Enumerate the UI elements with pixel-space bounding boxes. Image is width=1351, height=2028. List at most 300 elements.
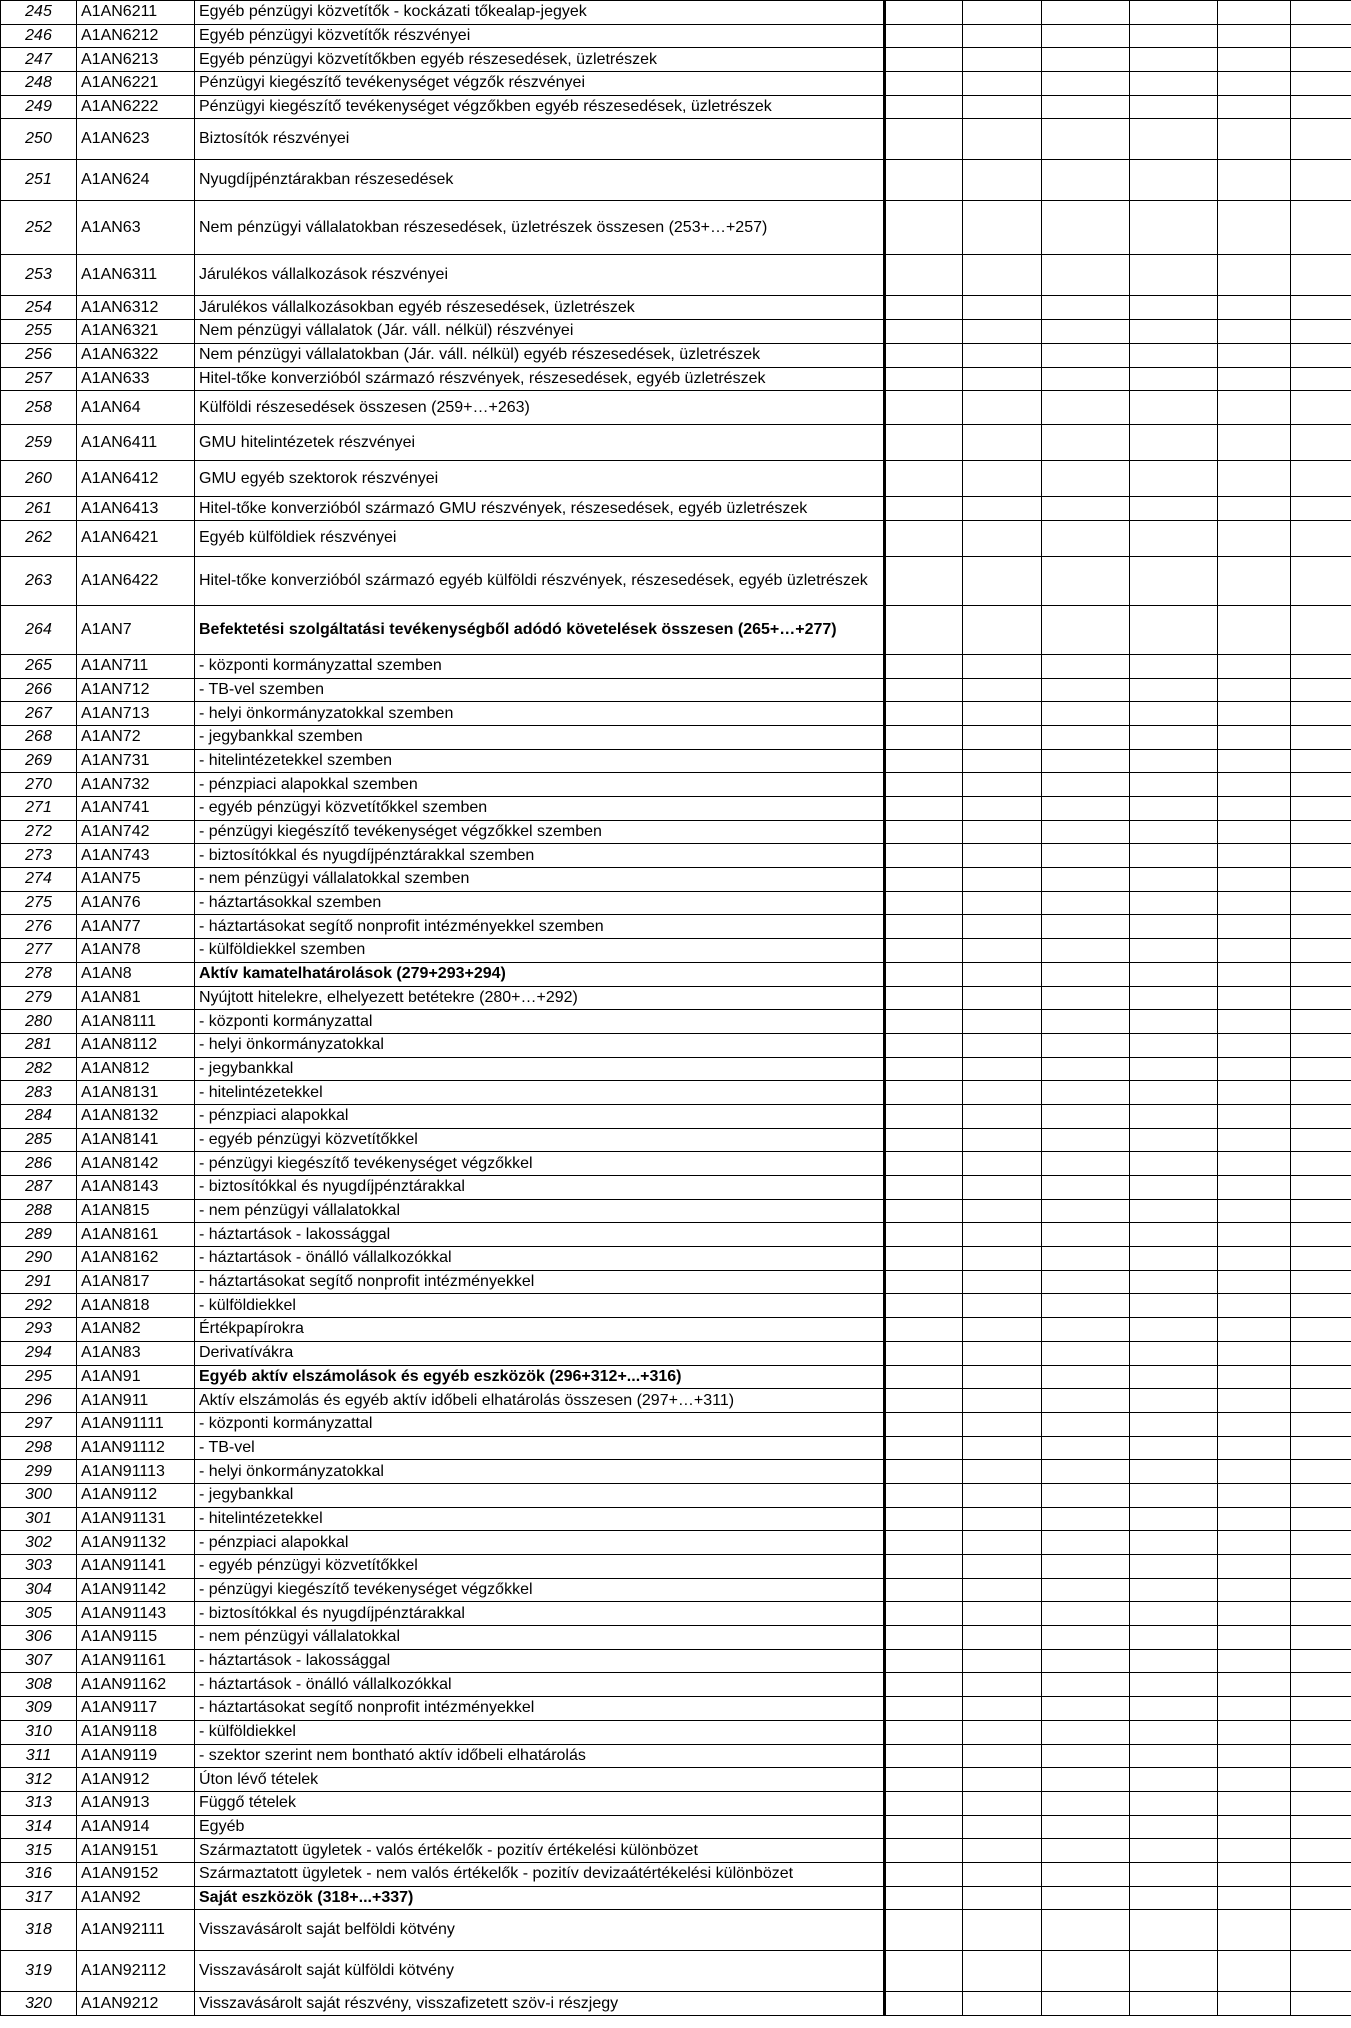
value-cell[interactable] [1218,367,1291,391]
value-cell[interactable] [885,1744,963,1768]
value-cell[interactable] [1218,556,1291,605]
value-cell[interactable] [1042,820,1130,844]
value-cell[interactable] [963,556,1042,605]
value-cell[interactable] [1042,986,1130,1010]
value-cell[interactable] [1218,1992,1291,2016]
value-cell[interactable] [963,1318,1042,1342]
value-cell[interactable] [1042,24,1130,48]
value-cell[interactable] [1130,1815,1218,1839]
value-cell[interactable] [885,72,963,96]
value-cell[interactable] [963,95,1042,119]
value-cell[interactable] [1218,461,1291,497]
value-cell[interactable] [1130,48,1218,72]
value-cell[interactable] [1218,119,1291,160]
value-cell[interactable] [885,1768,963,1792]
value-cell[interactable] [1218,1507,1291,1531]
value-cell[interactable] [1291,425,1351,461]
value-cell[interactable] [1042,1199,1130,1223]
value-cell[interactable] [1130,255,1218,296]
value-cell[interactable] [1291,1483,1351,1507]
value-cell[interactable] [1218,1460,1291,1484]
value-cell[interactable] [1291,1412,1351,1436]
value-cell[interactable] [885,1531,963,1555]
value-cell[interactable] [963,1365,1042,1389]
value-cell[interactable] [963,1507,1042,1531]
value-cell[interactable] [1291,1602,1351,1626]
value-cell[interactable] [1218,1862,1291,1886]
value-cell[interactable] [885,868,963,892]
value-cell[interactable] [1291,605,1351,654]
value-cell[interactable] [1042,773,1130,797]
value-cell[interactable] [1291,1768,1351,1792]
value-cell[interactable] [885,461,963,497]
value-cell[interactable] [1291,1389,1351,1413]
value-cell[interactable] [1291,520,1351,556]
value-cell[interactable] [1218,605,1291,654]
value-cell[interactable] [963,72,1042,96]
value-cell[interactable] [1291,160,1351,201]
value-cell[interactable] [1218,1223,1291,1247]
value-cell[interactable] [1291,1886,1351,1910]
value-cell[interactable] [1042,915,1130,939]
value-cell[interactable] [1130,1744,1218,1768]
value-cell[interactable] [885,24,963,48]
value-cell[interactable] [1130,320,1218,344]
value-cell[interactable] [1218,1697,1291,1721]
value-cell[interactable] [1042,1341,1130,1365]
value-cell[interactable] [1042,654,1130,678]
value-cell[interactable] [1130,1,1218,25]
value-cell[interactable] [1130,1460,1218,1484]
value-cell[interactable] [1130,343,1218,367]
value-cell[interactable] [1291,1365,1351,1389]
value-cell[interactable] [885,497,963,521]
value-cell[interactable] [1291,1626,1351,1650]
value-cell[interactable] [1042,1294,1130,1318]
value-cell[interactable] [1130,605,1218,654]
value-cell[interactable] [963,1951,1042,1992]
value-cell[interactable] [1291,1341,1351,1365]
value-cell[interactable] [885,797,963,821]
value-cell[interactable] [1218,844,1291,868]
value-cell[interactable] [1042,725,1130,749]
value-cell[interactable] [1130,1886,1218,1910]
value-cell[interactable] [1291,915,1351,939]
value-cell[interactable] [1130,1555,1218,1579]
value-cell[interactable] [1291,1033,1351,1057]
value-cell[interactable] [885,678,963,702]
value-cell[interactable] [1218,1602,1291,1626]
value-cell[interactable] [1218,1033,1291,1057]
value-cell[interactable] [963,1578,1042,1602]
value-cell[interactable] [1130,95,1218,119]
value-cell[interactable] [963,1531,1042,1555]
value-cell[interactable] [885,1791,963,1815]
value-cell[interactable] [963,391,1042,425]
value-cell[interactable] [885,556,963,605]
value-cell[interactable] [1218,1294,1291,1318]
value-cell[interactable] [1291,773,1351,797]
value-cell[interactable] [963,296,1042,320]
value-cell[interactable] [1218,497,1291,521]
value-cell[interactable] [963,844,1042,868]
value-cell[interactable] [963,1294,1042,1318]
value-cell[interactable] [1130,1152,1218,1176]
value-cell[interactable] [1291,1992,1351,2016]
value-cell[interactable] [885,1081,963,1105]
value-cell[interactable] [963,1886,1042,1910]
value-cell[interactable] [885,1033,963,1057]
value-cell[interactable] [1218,1578,1291,1602]
value-cell[interactable] [1130,1010,1218,1034]
value-cell[interactable] [1291,678,1351,702]
value-cell[interactable] [1130,497,1218,521]
value-cell[interactable] [1042,1555,1130,1579]
value-cell[interactable] [1130,1531,1218,1555]
value-cell[interactable] [963,654,1042,678]
value-cell[interactable] [963,1247,1042,1271]
value-cell[interactable] [885,1910,963,1951]
value-cell[interactable] [1130,702,1218,726]
value-cell[interactable] [1218,1436,1291,1460]
value-cell[interactable] [885,1223,963,1247]
value-cell[interactable] [1291,702,1351,726]
value-cell[interactable] [963,1341,1042,1365]
value-cell[interactable] [1291,1673,1351,1697]
value-cell[interactable] [1042,868,1130,892]
value-cell[interactable] [963,1081,1042,1105]
value-cell[interactable] [1218,1886,1291,1910]
value-cell[interactable] [1291,367,1351,391]
value-cell[interactable] [1130,1951,1218,1992]
value-cell[interactable] [1042,119,1130,160]
value-cell[interactable] [1042,1104,1130,1128]
value-cell[interactable] [1291,1010,1351,1034]
value-cell[interactable] [1218,749,1291,773]
value-cell[interactable] [963,915,1042,939]
value-cell[interactable] [885,425,963,461]
value-cell[interactable] [1291,1199,1351,1223]
value-cell[interactable] [1042,1886,1130,1910]
value-cell[interactable] [1218,1744,1291,1768]
value-cell[interactable] [963,425,1042,461]
value-cell[interactable] [885,520,963,556]
value-cell[interactable] [1130,939,1218,963]
value-cell[interactable] [885,986,963,1010]
value-cell[interactable] [963,201,1042,255]
value-cell[interactable] [963,1176,1042,1200]
value-cell[interactable] [1291,391,1351,425]
value-cell[interactable] [1042,1128,1130,1152]
value-cell[interactable] [1218,520,1291,556]
value-cell[interactable] [963,1483,1042,1507]
value-cell[interactable] [1218,1649,1291,1673]
value-cell[interactable] [1042,962,1130,986]
value-cell[interactable] [885,1152,963,1176]
value-cell[interactable] [1291,1152,1351,1176]
value-cell[interactable] [1130,1649,1218,1673]
value-cell[interactable] [885,95,963,119]
value-cell[interactable] [1042,1318,1130,1342]
value-cell[interactable] [1291,1507,1351,1531]
value-cell[interactable] [963,1602,1042,1626]
value-cell[interactable] [1291,1,1351,25]
value-cell[interactable] [1291,1223,1351,1247]
value-cell[interactable] [1130,1128,1218,1152]
value-cell[interactable] [885,1,963,25]
value-cell[interactable] [1130,986,1218,1010]
value-cell[interactable] [1130,962,1218,986]
value-cell[interactable] [1042,1791,1130,1815]
value-cell[interactable] [885,1992,963,2016]
value-cell[interactable] [1218,24,1291,48]
value-cell[interactable] [1042,1010,1130,1034]
value-cell[interactable] [1291,1555,1351,1579]
value-cell[interactable] [1130,1318,1218,1342]
value-cell[interactable] [1291,497,1351,521]
value-cell[interactable] [1130,1626,1218,1650]
value-cell[interactable] [1291,1460,1351,1484]
value-cell[interactable] [1042,1081,1130,1105]
value-cell[interactable] [1130,654,1218,678]
value-cell[interactable] [885,605,963,654]
value-cell[interactable] [1130,1365,1218,1389]
value-cell[interactable] [963,1815,1042,1839]
value-cell[interactable] [1130,1839,1218,1863]
value-cell[interactable] [1130,1578,1218,1602]
value-cell[interactable] [1218,48,1291,72]
value-cell[interactable] [1130,820,1218,844]
value-cell[interactable] [1291,1697,1351,1721]
value-cell[interactable] [1218,915,1291,939]
value-cell[interactable] [1130,1436,1218,1460]
value-cell[interactable] [1218,939,1291,963]
value-cell[interactable] [963,1389,1042,1413]
value-cell[interactable] [1042,1247,1130,1271]
value-cell[interactable] [1218,1010,1291,1034]
value-cell[interactable] [1291,24,1351,48]
value-cell[interactable] [1218,797,1291,821]
value-cell[interactable] [1218,891,1291,915]
value-cell[interactable] [885,939,963,963]
value-cell[interactable] [963,1910,1042,1951]
value-cell[interactable] [1291,1270,1351,1294]
value-cell[interactable] [963,702,1042,726]
value-cell[interactable] [1042,391,1130,425]
value-cell[interactable] [1042,1,1130,25]
value-cell[interactable] [1291,844,1351,868]
value-cell[interactable] [1291,296,1351,320]
value-cell[interactable] [1218,1270,1291,1294]
value-cell[interactable] [1291,986,1351,1010]
value-cell[interactable] [1218,72,1291,96]
value-cell[interactable] [963,939,1042,963]
value-cell[interactable] [1291,48,1351,72]
value-cell[interactable] [963,1412,1042,1436]
value-cell[interactable] [885,1649,963,1673]
value-cell[interactable] [1218,1341,1291,1365]
value-cell[interactable] [1042,1578,1130,1602]
value-cell[interactable] [1291,1176,1351,1200]
value-cell[interactable] [963,255,1042,296]
value-cell[interactable] [1291,1081,1351,1105]
value-cell[interactable] [1291,1294,1351,1318]
value-cell[interactable] [1130,915,1218,939]
value-cell[interactable] [963,461,1042,497]
value-cell[interactable] [1130,1294,1218,1318]
value-cell[interactable] [1130,868,1218,892]
value-cell[interactable] [1042,1057,1130,1081]
value-cell[interactable] [1042,702,1130,726]
value-cell[interactable] [1291,343,1351,367]
value-cell[interactable] [885,962,963,986]
value-cell[interactable] [885,1839,963,1863]
value-cell[interactable] [1291,1104,1351,1128]
value-cell[interactable] [885,1886,963,1910]
value-cell[interactable] [885,1294,963,1318]
value-cell[interactable] [1218,1673,1291,1697]
value-cell[interactable] [963,820,1042,844]
value-cell[interactable] [1130,1104,1218,1128]
value-cell[interactable] [963,678,1042,702]
value-cell[interactable] [1291,891,1351,915]
value-cell[interactable] [1042,367,1130,391]
value-cell[interactable] [1291,1578,1351,1602]
value-cell[interactable] [1042,1862,1130,1886]
value-cell[interactable] [885,1460,963,1484]
value-cell[interactable] [1042,797,1130,821]
value-cell[interactable] [1218,1626,1291,1650]
value-cell[interactable] [963,1436,1042,1460]
value-cell[interactable] [1218,725,1291,749]
value-cell[interactable] [1130,678,1218,702]
value-cell[interactable] [1042,520,1130,556]
value-cell[interactable] [1291,1720,1351,1744]
value-cell[interactable] [963,1223,1042,1247]
value-cell[interactable] [1130,1341,1218,1365]
value-cell[interactable] [963,1720,1042,1744]
value-cell[interactable] [1130,1270,1218,1294]
value-cell[interactable] [885,1412,963,1436]
value-cell[interactable] [885,1104,963,1128]
value-cell[interactable] [1218,1768,1291,1792]
value-cell[interactable] [1218,702,1291,726]
value-cell[interactable] [963,320,1042,344]
value-cell[interactable] [885,725,963,749]
value-cell[interactable] [1218,1951,1291,1992]
value-cell[interactable] [1291,1744,1351,1768]
value-cell[interactable] [963,1,1042,25]
value-cell[interactable] [1130,1862,1218,1886]
value-cell[interactable] [1042,891,1130,915]
value-cell[interactable] [885,1578,963,1602]
value-cell[interactable] [1042,1270,1130,1294]
value-cell[interactable] [963,605,1042,654]
value-cell[interactable] [1130,725,1218,749]
value-cell[interactable] [1042,1033,1130,1057]
value-cell[interactable] [885,1389,963,1413]
value-cell[interactable] [1042,497,1130,521]
value-cell[interactable] [963,1104,1042,1128]
value-cell[interactable] [1130,1176,1218,1200]
value-cell[interactable] [1042,461,1130,497]
value-cell[interactable] [1042,1815,1130,1839]
value-cell[interactable] [1130,24,1218,48]
value-cell[interactable] [963,962,1042,986]
value-cell[interactable] [963,1649,1042,1673]
value-cell[interactable] [885,820,963,844]
value-cell[interactable] [1218,1081,1291,1105]
value-cell[interactable] [1042,95,1130,119]
value-cell[interactable] [1130,1389,1218,1413]
value-cell[interactable] [963,1791,1042,1815]
value-cell[interactable] [1291,95,1351,119]
value-cell[interactable] [963,1199,1042,1223]
value-cell[interactable] [1218,1128,1291,1152]
value-cell[interactable] [1130,1483,1218,1507]
value-cell[interactable] [1218,868,1291,892]
value-cell[interactable] [1130,461,1218,497]
value-cell[interactable] [1291,962,1351,986]
value-cell[interactable] [1291,1839,1351,1863]
value-cell[interactable] [885,1176,963,1200]
value-cell[interactable] [1130,1673,1218,1697]
value-cell[interactable] [1042,1768,1130,1792]
value-cell[interactable] [1042,1910,1130,1951]
value-cell[interactable] [963,986,1042,1010]
value-cell[interactable] [885,891,963,915]
value-cell[interactable] [885,296,963,320]
value-cell[interactable] [1042,749,1130,773]
value-cell[interactable] [1130,1223,1218,1247]
value-cell[interactable] [963,1673,1042,1697]
value-cell[interactable] [963,1839,1042,1863]
value-cell[interactable] [1042,1744,1130,1768]
value-cell[interactable] [1291,1951,1351,1992]
value-cell[interactable] [1218,1104,1291,1128]
value-cell[interactable] [1291,1128,1351,1152]
value-cell[interactable] [885,320,963,344]
value-cell[interactable] [1130,1033,1218,1057]
value-cell[interactable] [1218,773,1291,797]
value-cell[interactable] [1218,1176,1291,1200]
value-cell[interactable] [1291,654,1351,678]
value-cell[interactable] [885,1199,963,1223]
value-cell[interactable] [1291,72,1351,96]
value-cell[interactable] [885,749,963,773]
value-cell[interactable] [1042,255,1130,296]
value-cell[interactable] [885,1365,963,1389]
value-cell[interactable] [963,1862,1042,1886]
value-cell[interactable] [1291,797,1351,821]
value-cell[interactable] [1218,1057,1291,1081]
value-cell[interactable] [1218,1247,1291,1271]
value-cell[interactable] [1130,1720,1218,1744]
value-cell[interactable] [963,1270,1042,1294]
value-cell[interactable] [963,520,1042,556]
value-cell[interactable] [885,1128,963,1152]
value-cell[interactable] [885,1057,963,1081]
value-cell[interactable] [1130,1910,1218,1951]
value-cell[interactable] [1218,986,1291,1010]
value-cell[interactable] [1291,725,1351,749]
value-cell[interactable] [963,119,1042,160]
value-cell[interactable] [1218,1791,1291,1815]
value-cell[interactable] [1130,72,1218,96]
value-cell[interactable] [963,773,1042,797]
value-cell[interactable] [885,1555,963,1579]
value-cell[interactable] [1130,1412,1218,1436]
